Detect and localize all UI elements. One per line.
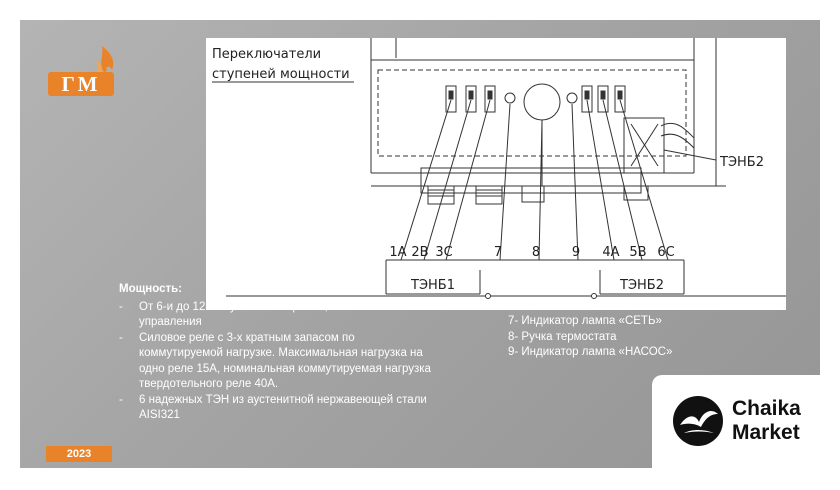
callout-8: 8 [531, 245, 541, 260]
legend-item: 9- Индикатор лампа «НАСОС» [508, 346, 673, 358]
callout-9: 9 [571, 245, 581, 260]
callout-5b: 5В [629, 245, 647, 260]
list-item: - Силовое реле с 3-х кратным запасом по коммутируемой нагрузке. Максимальная нагрузка на одно реле 15А, номинальная коммутируемая нагрузка твердотельного реле 40А. [119, 331, 439, 393]
watermark-line1: Chaika [732, 397, 801, 420]
legend-item: 7- Индикатор лампа «СЕТЬ» [508, 315, 662, 327]
callout-3c: 3С [435, 245, 453, 260]
list-item: - 6 надежных ТЭН из аустенитной нержавеющей стали AISI321 [119, 393, 439, 424]
group-label-tenb2: ТЭНБ2 [620, 278, 664, 293]
logo-text: ГМ [61, 72, 101, 96]
callout-6c: 6С [657, 245, 675, 260]
list-item: - От 6-и до 12-и ступеней мощности, 6 кнопок управления [119, 300, 439, 331]
watermark-line2: Market [732, 421, 800, 444]
technical-drawing [206, 38, 786, 310]
switches-label-line2: ступеней мощности [212, 67, 350, 82]
power-description [119, 282, 439, 424]
watermark-text [732, 397, 801, 445]
power-heading: Мощность: [119, 283, 183, 295]
group-label-tenb1: ТЭНБ1 [411, 278, 455, 293]
flame-logo-icon [46, 38, 126, 108]
callout-4a: 4А [602, 245, 620, 260]
callout-7: 7 [493, 245, 503, 260]
legend-item: 8- Ручка термостата [508, 330, 617, 343]
power-list [119, 300, 439, 424]
callout-2b: 2В [411, 245, 429, 260]
chaika-market-watermark [652, 375, 820, 470]
switches-label-line1: Переключатели [212, 47, 322, 62]
seagull-icon [672, 395, 724, 447]
side-label-tenb2: ТЭНБ2 [720, 155, 764, 170]
indicator-legend [508, 314, 672, 361]
year-badge: 2023 [46, 446, 112, 462]
callout-1a: 1А [389, 245, 407, 260]
